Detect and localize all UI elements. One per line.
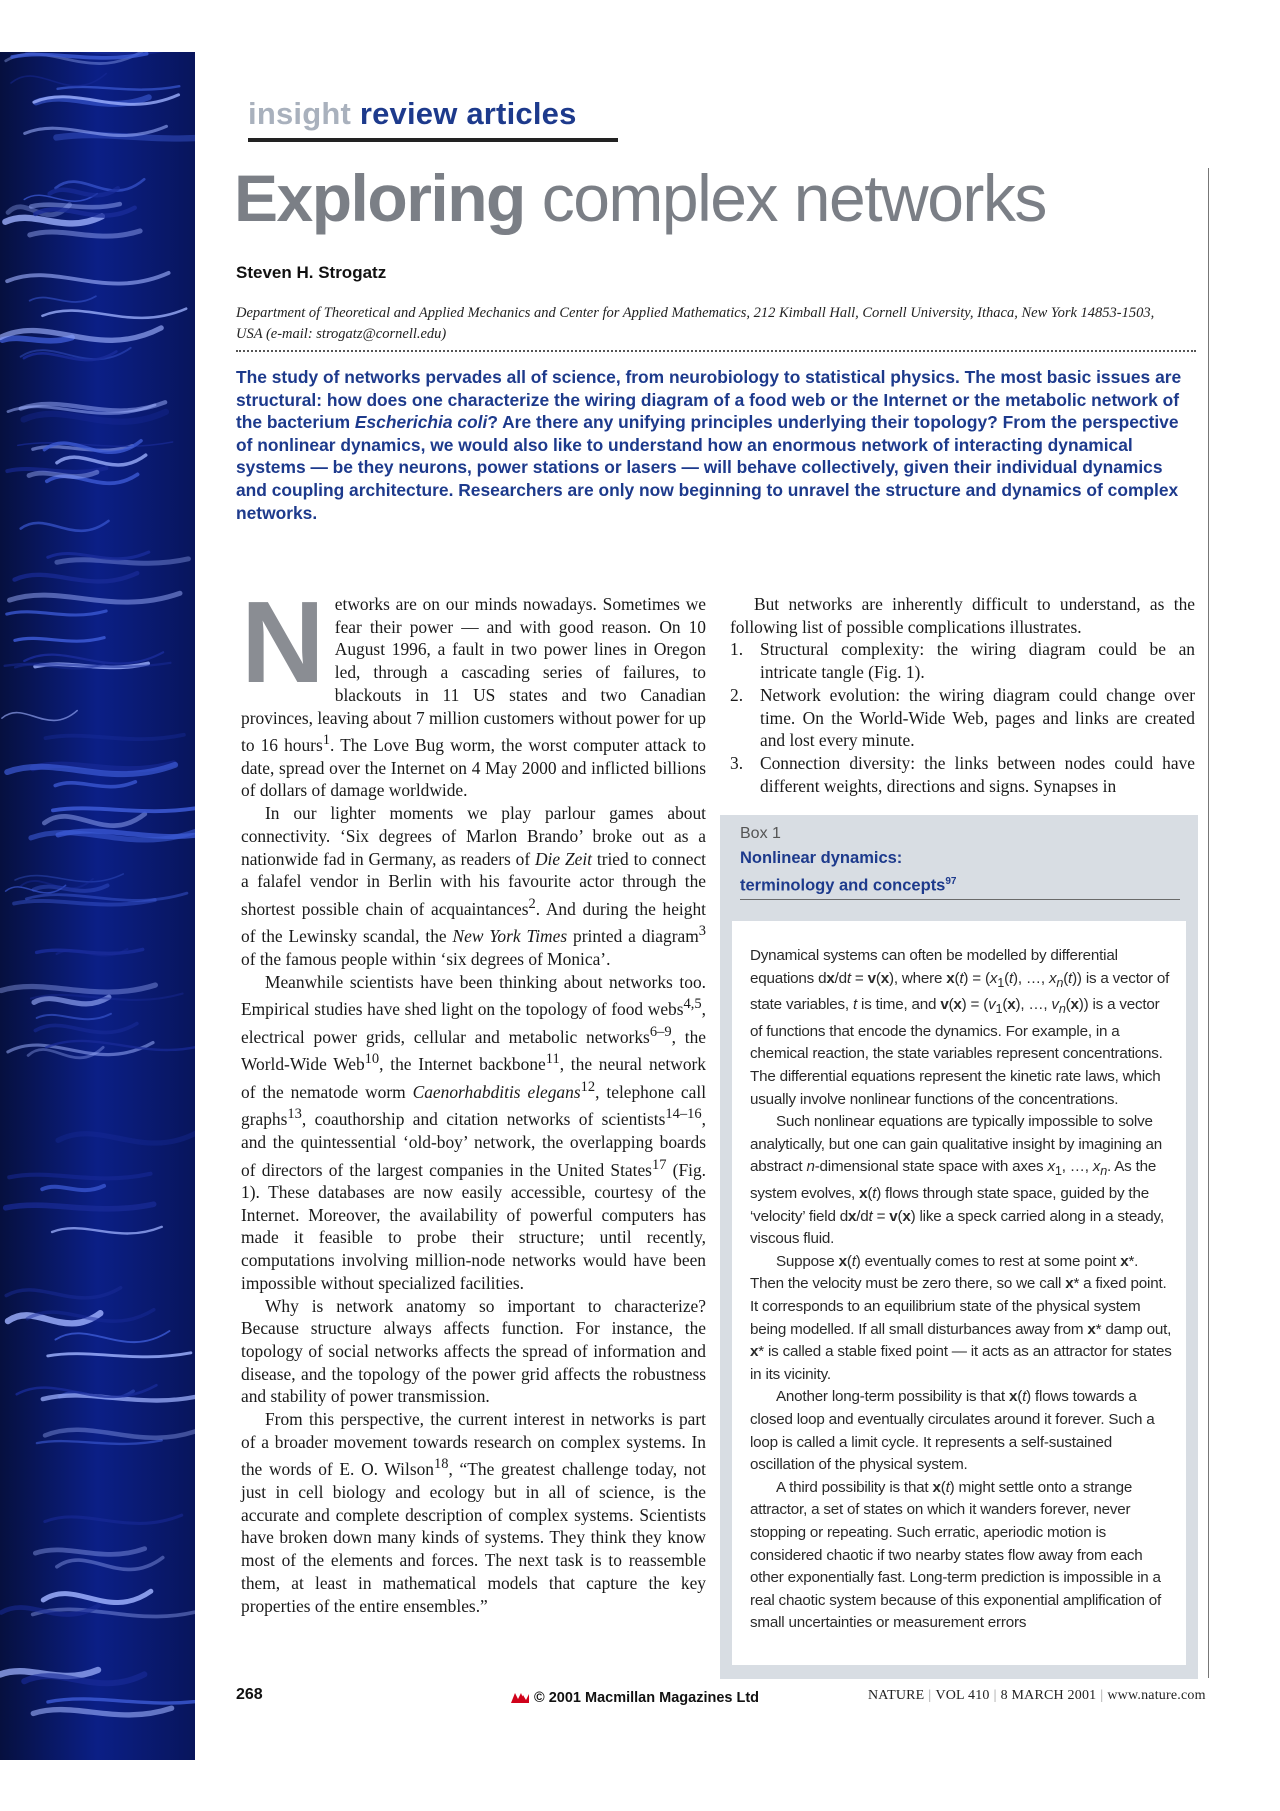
ref-superscript: 1 bbox=[322, 732, 330, 749]
p5-text-b: , “The greatest challenge today, not just in cell biology and ecology but in all of science, is the accurate and complete description of complex systems. Scientists have broken down many kinds of systems. They think they know most of the elements and forces. The next task is to reassemble them, at least in mathematical models that capture the key properties of the entire ensembles.” bbox=[241, 1459, 706, 1616]
p2-text-c: . And during the height of the Lewinsky scandal, the bbox=[241, 898, 706, 947]
ref-superscript: 18 bbox=[433, 1456, 449, 1473]
right-margin-rule bbox=[1208, 168, 1209, 1678]
p2-italic-1: Die Zeit bbox=[535, 848, 593, 869]
section-label-review: review articles bbox=[359, 96, 577, 131]
complications-list bbox=[730, 638, 1195, 797]
box-content-panel bbox=[732, 921, 1186, 1665]
box-paragraph-5: A third possibility is that x(t) might settle onto a strange attractor, a set of states on which it wanders forever, never stopping or repeating. Such erratic, aperiodic motion is considered chaotic if two nearby states flow away from each other exponentially fast. Long-term prediction is impossible in a real chaotic system because of this exponential amplification of small uncertainties or measurement errors bbox=[750, 1478, 1161, 1632]
box-paragraph-1: Dynamical systems can often be modelled by differential equations dx/dt = v(x), where $x(t) = (x_1(t)$, …, $x_n(t)$) is a vector of state variables, t is time, and $v(x) = (v_1(x)$, …, $v_n(x)$) is a vector of functions that encode the dynamics. For example, in a chemical reaction, the state variables represent concentrations. The differential equations represent the kinetic rate laws, which usually involve nonlinear functions of the concentrations. bbox=[750, 947, 1170, 1108]
sidebar-wave-pattern bbox=[0, 52, 195, 1760]
list-number: 3. bbox=[730, 752, 744, 773]
list-item-text: Structural complexity: the wiring diagram could be an intricate tangle (Fig. 1). bbox=[760, 639, 1195, 683]
journal-volume: VOL 410 bbox=[935, 1688, 990, 1703]
ref-superscript: 14–16 bbox=[665, 1106, 702, 1123]
ref-superscript: 2 bbox=[528, 895, 536, 912]
p3-text-c: , the World-Wide Web bbox=[241, 1026, 706, 1075]
journal-citation: NATURE | VOL 410 | 8 MARCH 2001 | www.nature.com bbox=[868, 1688, 1206, 1703]
article-title bbox=[234, 160, 1046, 236]
journal-name: NATURE bbox=[868, 1688, 925, 1703]
dotted-divider bbox=[236, 350, 1196, 352]
ref-superscript: 17 bbox=[651, 1156, 667, 1173]
p1-text-b: . The Love Bug worm, the worst computer attack to date, spread over the Internet on 4 May 2000 and inflicted billions of dollars of damage worldwide. bbox=[241, 735, 706, 801]
wave-streak bbox=[31, 204, 120, 207]
ref-superscript: 10 bbox=[364, 1051, 380, 1068]
section-label-insight: insight bbox=[248, 96, 351, 131]
page-number: 268 bbox=[236, 1686, 263, 1703]
list-item-text: Connection diversity: the links between nodes could have different weights, directions and signs. Synapses in bbox=[760, 752, 1195, 796]
p3-text-e: , the neural network of the nematode worm bbox=[241, 1054, 706, 1102]
sidebar-water-image bbox=[0, 52, 195, 1760]
paragraph-5 bbox=[241, 1408, 706, 1617]
box-label: Box 1 bbox=[740, 825, 781, 842]
list-item-text: Network evolution: the wiring diagram could change over time. On the World-Wide Web, pages and links are created and lost every minute. bbox=[760, 684, 1195, 751]
section-header bbox=[248, 96, 577, 132]
p2-text-b: tried to connect a falafel vendor in Berlin with his favourite actor through the shortest possible chain of acquaintances bbox=[241, 848, 707, 919]
ref-superscript: 3 bbox=[698, 923, 707, 940]
ref-superscript: 13 bbox=[287, 1106, 302, 1123]
p3-text-f: , telephone call graphs bbox=[241, 1081, 707, 1130]
section-underline bbox=[248, 138, 618, 142]
list-item bbox=[730, 638, 1195, 683]
copyright-line bbox=[510, 1690, 759, 1706]
p2-text-d: printed a diagram bbox=[567, 926, 699, 947]
ref-superscript: 11 bbox=[545, 1051, 560, 1068]
abstract-italic: Escherichia coli bbox=[354, 412, 488, 433]
p2-text-a: In our lighter moments we play parlour games about connectivity. ‘Six degrees of Marlon Brando’ broke out as a nationwide fad in Germany, as readers of bbox=[241, 803, 706, 869]
p1-text-a: etworks are on our minds nowadays. Sometimes we fear their power — and with good reason. On 10 August 1996, a fault in two power lines in Oregon led, through a cascading series of failures, to blackouts in 11 US states and two Canadian provinces, leaving about 7 million customers without power for up to 16 hours bbox=[241, 594, 706, 756]
ref-superscript: 97 bbox=[945, 876, 957, 887]
box-1 bbox=[720, 815, 1198, 1679]
p3-text-d: , the Internet backbone bbox=[379, 1054, 546, 1075]
box-title bbox=[740, 847, 1170, 898]
box-title-line-1: Nonlinear dynamics: bbox=[740, 849, 903, 867]
box-paragraph-2: Such nonlinear equations are typically impossible to solve analytically, but one can gain qualitative insight by imagining an abstract n-dimensional state space with axes $x_1$, …, $x_n$. As the system evolves, x(t) flows through state space, guided by the ‘velocity’ field dx/dt = v(x) like a speck carried along in a steady, viscous fluid. bbox=[750, 1113, 1164, 1248]
box-paragraph-3: Suppose x(t) eventually comes to rest at some point x*. Then the velocity must be zero there, so we call x* a fixed point. It corresponds to an equilibrium state of the physical system being modelled. If all small disturbances away from x* damp out, x* is called a stable fixed point — it acts as an attractor for states in its vicinity. bbox=[750, 1252, 1172, 1383]
paragraph-3 bbox=[241, 971, 706, 1295]
p5-text-a: From this perspective, the current interest in networks is part of a broader movement towards research on complex systems. In the words of E. O. Wilson bbox=[241, 1409, 706, 1480]
list-item bbox=[730, 684, 1195, 752]
p3-text-k: (Fig. 1). These databases are now easily accessible, courtesy of the Internet. Moreover, the availability of powerful computers has made it feasible to probe their structure; until recently, computations involving million-node networks would have been impossible without specialized facilities. bbox=[241, 1159, 706, 1293]
box-rule bbox=[740, 899, 1180, 900]
box-paragraph-4: Another long-term possibility is that x(t) flows towards a closed loop and eventually circulates around it forever. Such a loop is called a limit cycle. It represents a self-sustained oscillation of the physical system. bbox=[750, 1388, 1155, 1474]
abstract bbox=[236, 366, 1198, 524]
title-rest: complex networks bbox=[541, 161, 1046, 235]
list-intro: But networks are inherently difficult to understand, as the following list of possible complications illustrates. bbox=[730, 594, 1195, 637]
ref-superscript: 6–9 bbox=[649, 1023, 672, 1040]
p3-text-a: Meanwhile scientists have been thinking about networks too. Empirical studies have shed light on the topology of food webs bbox=[241, 971, 706, 1020]
copyright-text: © 2001 Macmillan Magazines Ltd bbox=[534, 1690, 760, 1706]
title-bold: Exploring bbox=[234, 161, 525, 235]
ref-superscript: 4,5 bbox=[683, 996, 702, 1013]
list-number: 1. bbox=[730, 639, 744, 660]
p3-text-h: , and the quintessential ‘old-boy’ network, the overlapping boards of directors of the largest companies in the United States bbox=[241, 1109, 706, 1180]
macmillan-logo-icon bbox=[510, 1690, 530, 1704]
p3-text-b: , electrical power grids, cellular and metabolic networks bbox=[241, 999, 706, 1047]
author-name: Steven H. Strogatz bbox=[236, 263, 387, 282]
wave-streak bbox=[2, 338, 72, 341]
abstract-text-2: ? Are there any unifying principles underlying their topology? From the perspective of nonlinear dynamics, we would also like to understand how an enormous network of interacting dynamical systems — be they neurons, power stations or lasers — will behave collectively, given their individual dynamics and coupling architecture. Researchers are only now beginning to unravel the structure and dynamics of complex networks. bbox=[236, 412, 1179, 523]
list-item bbox=[730, 752, 1195, 797]
author-affiliation: Department of Theoretical and Applied Mechanics and Center for Applied Mathematics, 212 Kimball Hall, Cornell University, Ithaca, New York 14853-1503, USA (e-mail: strogatz@cornell.edu) bbox=[236, 305, 1155, 342]
box-title-line-2: terminology and concepts bbox=[740, 876, 946, 895]
p3-text-g: , coauthorship and citation networks of scientists bbox=[301, 1109, 666, 1130]
box-text bbox=[750, 945, 1172, 1635]
list-number: 2. bbox=[730, 684, 744, 705]
p2-text-e: of the famous people within ‘six degrees of Monica’. bbox=[241, 948, 611, 969]
body-column-right bbox=[730, 593, 1195, 797]
paragraph-2 bbox=[241, 802, 706, 971]
ref-superscript: 12 bbox=[580, 1078, 596, 1095]
drop-cap: N bbox=[241, 577, 325, 707]
abstract-text-1: The study of networks pervades all of science, from neurobiology to statistical physics. The most basic issues are structural: how does one characterize the wiring diagram of a food web or the Internet or the metabolic network of the bacterium bbox=[236, 367, 1182, 433]
body-column-left bbox=[241, 577, 707, 1617]
journal-date: 8 MARCH 2001 bbox=[1000, 1688, 1097, 1703]
p2-italic-2: New York Times bbox=[452, 926, 568, 947]
paragraph-4: Why is network anatomy so important to characterize? Because structure always affects function. For instance, the topology of social networks affects the spread of information and disease, and the topology of the power grid affects the robustness and stability of power transmission. bbox=[241, 1295, 706, 1407]
paragraph-1 bbox=[241, 577, 706, 802]
journal-website: www.nature.com bbox=[1107, 1688, 1206, 1703]
p3-italic: Caenorhabditis elegans bbox=[412, 1081, 581, 1102]
